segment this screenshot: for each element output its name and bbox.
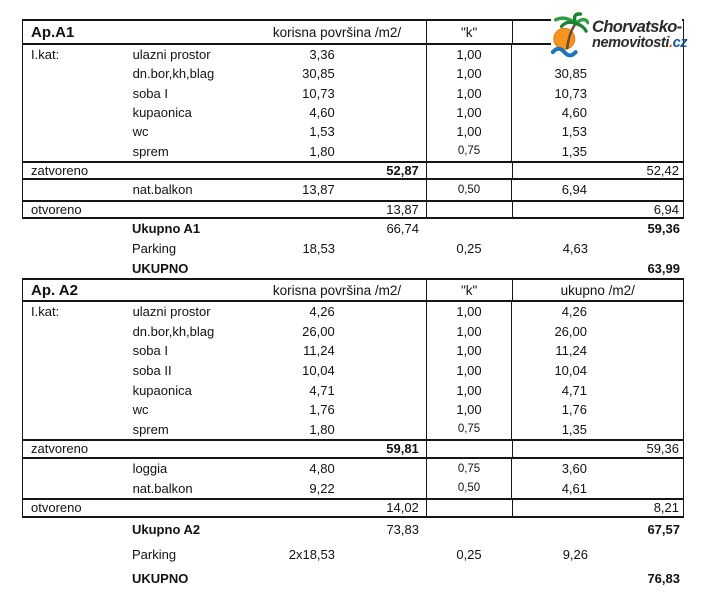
k-value: 1,00 <box>426 322 512 342</box>
area-value: 1,76 <box>309 402 335 418</box>
k-value: 1,00 <box>426 64 512 83</box>
k-value: 1,00 <box>426 380 512 400</box>
area-value: 18,53 <box>302 240 335 256</box>
area-value: 11,24 <box>303 343 335 359</box>
table-row <box>22 341 684 361</box>
total-value: 6,94 <box>511 180 683 199</box>
area-value: 13,87 <box>386 201 419 217</box>
area-value: 52,87 <box>386 163 419 179</box>
table-row <box>22 400 684 420</box>
logo-text-nemovitosti: nemovitosti <box>592 35 669 52</box>
k-value: 0,75 <box>426 142 512 161</box>
total-value: 8,21 <box>512 500 683 516</box>
total-value: 10,73 <box>511 84 683 103</box>
k-value: 1,00 <box>426 122 512 141</box>
logo-tld-dot: . <box>668 35 673 52</box>
total-value: 1,76 <box>511 400 683 420</box>
header-area: korisna površina /m2/ <box>272 282 402 298</box>
total-value: 4,60 <box>511 103 683 122</box>
k-value: 0,50 <box>426 180 512 199</box>
room-label: dn.bor,kh,blag <box>132 66 215 82</box>
k-value: 0,75 <box>426 420 512 440</box>
table-row <box>22 361 684 381</box>
table-row <box>22 542 684 567</box>
k-value <box>426 441 512 457</box>
k-value <box>426 500 512 516</box>
header-k: "k" <box>426 280 512 300</box>
table-header-row <box>22 278 684 302</box>
k-value: 1,00 <box>426 341 512 361</box>
total-value: 4,26 <box>511 302 683 322</box>
table-row <box>22 439 684 459</box>
area-value: 1,80 <box>309 143 335 159</box>
total-value: 4,61 <box>511 478 683 498</box>
palm-tree-icon <box>551 12 589 58</box>
area-value: 59,81 <box>386 441 419 457</box>
logo-text <box>592 19 687 51</box>
table-row <box>22 322 684 342</box>
area-value: 66,74 <box>386 221 419 237</box>
total-value: 10,04 <box>511 361 683 381</box>
table-ap-a2 <box>22 278 684 591</box>
table-row <box>22 200 684 219</box>
room-label: ulazni prostor <box>132 304 211 320</box>
table-row <box>22 459 684 479</box>
room-label: wc <box>132 402 149 418</box>
k-value: 1,00 <box>426 103 512 122</box>
total-value: 63,99 <box>647 260 680 276</box>
room-label: UKUPNO <box>132 260 189 276</box>
total-value: 4,63 <box>562 240 588 256</box>
room-label: sprem <box>132 421 169 437</box>
room-label: Ukupno A1 <box>132 221 201 237</box>
floor-label: I.kat: <box>31 304 60 320</box>
area-value: 3,36 <box>309 47 335 63</box>
table-row <box>22 122 684 141</box>
table-row <box>22 302 684 322</box>
area-value: 4,60 <box>309 105 335 121</box>
total-value: 1,53 <box>511 122 683 141</box>
room-label: soba II <box>132 363 172 379</box>
total-value: 1,35 <box>511 420 683 440</box>
total-value: 26,00 <box>511 322 683 342</box>
room-label: nat.balkon <box>132 480 193 496</box>
area-value: 4,80 <box>309 461 335 477</box>
table-row <box>22 219 684 239</box>
table-row <box>22 84 684 103</box>
table-row <box>22 258 684 278</box>
total-value: 76,83 <box>647 571 680 587</box>
k-value: 0,25 <box>456 546 482 562</box>
table-row <box>22 567 684 592</box>
total-value: 4,71 <box>511 380 683 400</box>
table-row <box>22 103 684 122</box>
k-value: 1,00 <box>426 400 512 420</box>
header-total: ukupno /m2/ <box>512 280 683 300</box>
table-row <box>22 478 684 498</box>
floor-label: I.kat: <box>31 47 60 63</box>
area-value: 30,85 <box>302 66 335 82</box>
area-value: 26,00 <box>302 323 335 339</box>
area-value: 2x18,53 <box>288 546 335 562</box>
room-label: soba I <box>132 85 168 101</box>
total-value: 9,26 <box>562 546 588 562</box>
room-label: dn.bor,kh,blag <box>132 323 215 339</box>
room-label: Ukupno A2 <box>132 522 201 538</box>
table-row <box>22 420 684 440</box>
table-row <box>22 498 684 518</box>
logo-text-line1: Chorvatsko- <box>592 18 682 37</box>
floor-label: otvoreno <box>31 500 82 516</box>
logo-tld: cz <box>672 35 688 52</box>
room-label: kupaonica <box>132 382 192 398</box>
logo-text-line2 <box>592 36 687 51</box>
total-value: 59,36 <box>512 441 683 457</box>
floor-label: zatvoreno <box>31 441 89 457</box>
table-row <box>22 380 684 400</box>
k-value: 0,75 <box>426 459 512 479</box>
table-row <box>22 142 684 161</box>
room-label: sprem <box>132 143 169 159</box>
area-value: 73,83 <box>386 522 419 538</box>
header-k: "k" <box>426 21 512 43</box>
k-value: 1,00 <box>426 361 512 381</box>
room-label: UKUPNO <box>132 571 189 587</box>
room-label: Parking <box>132 546 177 562</box>
table-row <box>22 518 684 543</box>
room-label: kupaonica <box>132 105 192 121</box>
k-value: 0,25 <box>456 240 482 256</box>
header-area: korisna površina /m2/ <box>272 24 402 40</box>
total-value: 11,24 <box>511 341 683 361</box>
room-label: nat.balkon <box>132 182 193 198</box>
area-value: 10,04 <box>302 363 335 379</box>
table-title: Ap. A2 <box>31 281 78 299</box>
floor-label: otvoreno <box>31 201 82 217</box>
area-value: 9,22 <box>309 480 335 496</box>
total-value: 6,94 <box>512 202 683 217</box>
total-value: 3,60 <box>511 459 683 479</box>
table-row <box>22 161 684 180</box>
table-title: Ap.A1 <box>31 23 75 41</box>
total-value: 67,57 <box>647 522 680 538</box>
total-value: 30,85 <box>511 64 683 83</box>
k-value: 1,00 <box>426 84 512 103</box>
room-label: soba I <box>132 343 168 359</box>
area-value: 4,26 <box>309 304 335 320</box>
table-row <box>22 180 684 199</box>
table-row <box>22 239 684 259</box>
room-label: wc <box>132 124 149 140</box>
area-value: 10,73 <box>302 85 335 101</box>
area-value: 14,02 <box>386 500 419 516</box>
area-value: 1,53 <box>309 124 335 140</box>
area-value: 13,87 <box>302 182 335 198</box>
k-value: 0,50 <box>426 478 512 498</box>
room-label: Parking <box>132 240 177 256</box>
k-value: 1,00 <box>426 45 512 64</box>
k-value <box>426 202 512 217</box>
total-value: 52,42 <box>512 163 683 178</box>
area-value: 1,80 <box>309 421 335 437</box>
room-label: ulazni prostor <box>132 47 211 63</box>
total-value: 59,36 <box>647 221 680 237</box>
floor-label: zatvoreno <box>31 163 89 179</box>
k-value <box>426 163 512 178</box>
k-value: 1,00 <box>426 302 512 322</box>
table-row <box>22 64 684 83</box>
logo <box>551 10 688 60</box>
area-value: 4,71 <box>309 382 335 398</box>
total-value: 1,35 <box>511 142 683 161</box>
room-label: loggia <box>132 461 168 477</box>
